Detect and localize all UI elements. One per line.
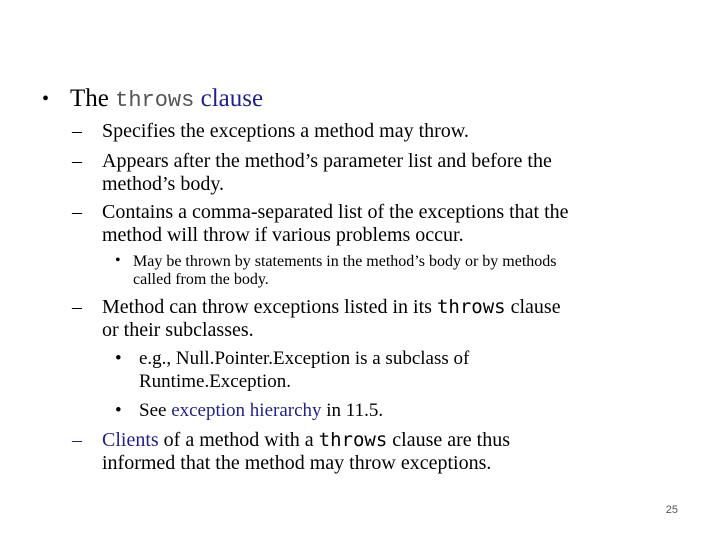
sub-point-2-line-1: e.g., Null.Pointer.Exception is a subclass of xyxy=(139,348,470,369)
point-2-dash: – xyxy=(72,150,82,172)
exception-hierarchy-link[interactable]: exception hierarchy xyxy=(171,400,322,421)
point-2-line-1: Appears after the method’s parameter list and before the xyxy=(102,150,552,172)
sub-point-bullet: • xyxy=(115,252,121,269)
heading xyxy=(70,86,263,112)
point-5-post: clause are thus xyxy=(387,429,511,451)
point-4-post: clause xyxy=(505,296,561,318)
point-4-pre: Method can throw exceptions listed in its xyxy=(102,296,437,318)
sub-point-line-2: called from the body. xyxy=(133,271,269,288)
point-2-line-2: method’s body. xyxy=(102,173,225,195)
point-3-dash: – xyxy=(72,201,82,223)
sub-point-3-bullet: • xyxy=(115,400,122,421)
point-5-line-2: informed that the method may throw exceptions. xyxy=(102,452,492,474)
point-3-line-2: method will throw if various problems occur. xyxy=(102,224,464,246)
point-3-line-1: Contains a comma-separated list of the exceptions that the xyxy=(102,201,569,223)
sub-point-2-line-2: Runtime.Exception. xyxy=(139,371,291,392)
point-1-dash: – xyxy=(72,120,82,142)
heading-pre: The xyxy=(70,85,116,112)
point-5-code: throws xyxy=(318,429,388,451)
page-number: 25 xyxy=(665,504,678,516)
sub-point-line-1: May be thrown by statements in the method’s body or by methods xyxy=(133,253,557,270)
clients-link[interactable]: Clients xyxy=(102,429,159,451)
sub-point-3 xyxy=(139,401,383,420)
point-4-line-2: or their subclasses. xyxy=(102,319,254,341)
point-5-line-1 xyxy=(102,430,510,450)
heading-code: throws xyxy=(115,88,195,113)
point-5-pre: of a method with a xyxy=(158,429,319,451)
sub-point-2-bullet: • xyxy=(115,348,122,369)
sub-point-3-pre: See xyxy=(139,400,172,421)
point-4-line-1 xyxy=(102,297,561,317)
heading-post: clause xyxy=(194,85,264,112)
point-1: Specifies the exceptions a method may throw. xyxy=(102,120,469,142)
sub-point-3-post: in 11.5. xyxy=(321,400,384,421)
point-4-dash: – xyxy=(72,296,82,318)
heading-bullet: • xyxy=(42,88,50,110)
point-5-dash: – xyxy=(72,429,82,451)
point-4-code: throws xyxy=(436,296,506,318)
